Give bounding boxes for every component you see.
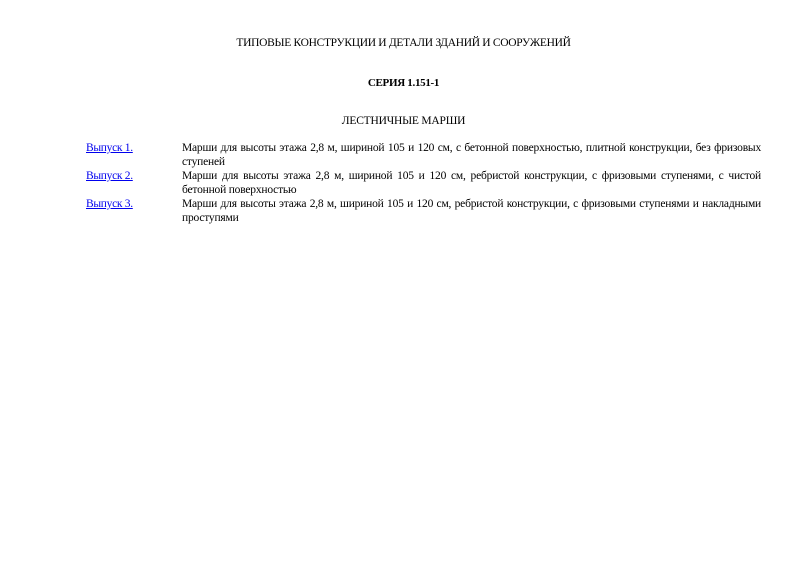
document-title: ЛЕСТНИЧНЫЕ МАРШИ — [341, 115, 466, 127]
series-heading: СЕРИЯ 1.151-1 — [367, 77, 440, 89]
issue-1-description: Марши для высоты этажа 2,8 м, шириной 105 и 120 см, с бетонной поверхностью, плитной конструкции, без фризовых ступеней — [182, 142, 761, 168]
issue-3-link[interactable]: Выпуск 3. — [86, 198, 133, 210]
collection-heading: ТИПОВЫЕ КОНСТРУКЦИИ И ДЕТАЛИ ЗДАНИЙ И СООРУЖЕНИЙ — [236, 37, 571, 49]
issue-3-description: Марши для высоты этажа 2,8 м, шириной 105 и 120 см, ребристой конструкции, с фризовыми ступенями и накладными проступями — [182, 198, 761, 224]
issue-row-2 — [86, 170, 761, 197]
issues-list — [86, 142, 761, 226]
issue-2-link[interactable]: Выпуск 2. — [86, 170, 133, 182]
issue-row-1 — [86, 142, 761, 169]
issue-2-description: Марши для высоты этажа 2,8 м, шириной 105 и 120 см, ребристой конструкции, с фризовыми ступенями, с чистой бетонной поверхностью — [182, 170, 761, 196]
issue-row-3 — [86, 198, 761, 225]
issue-1-link[interactable]: Выпуск 1. — [86, 142, 133, 154]
